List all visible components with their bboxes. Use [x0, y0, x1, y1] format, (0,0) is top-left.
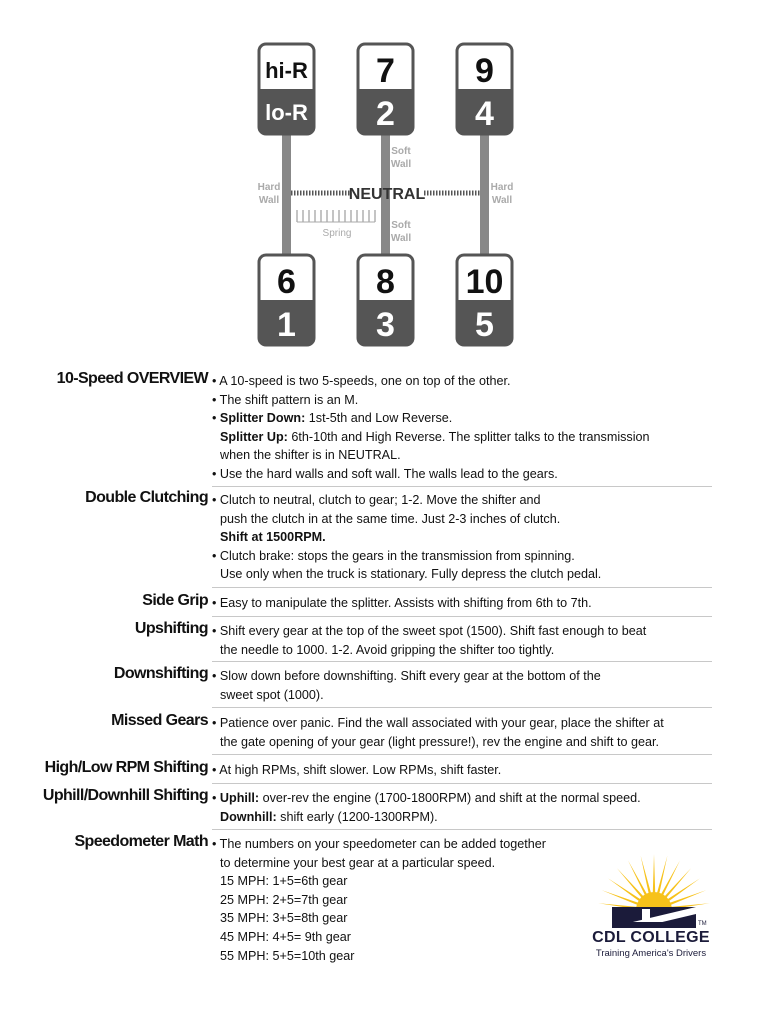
section-line: • The shift pattern is an M.	[212, 392, 359, 407]
section-line: • Clutch to neutral, clutch to gear; 1-2. Move the shifter and	[212, 493, 541, 507]
section-heading: Side Grip	[142, 592, 208, 609]
logo-tagline: Training America's Drivers	[595, 948, 707, 959]
gear-label-lo-r: lo-R	[265, 100, 308, 125]
section-line: • Uphill: over-rev the engine (1700-1800RPM) and shift at the normal speed.	[212, 791, 641, 805]
section-line: sweet spot (1000).	[220, 687, 324, 702]
section-line: • At high RPMs, shift slower. Low RPMs, shift faster.	[212, 763, 502, 777]
section-heading: Downshifting	[113, 665, 208, 682]
gear-label-9: 9	[475, 52, 494, 90]
section-line: Shift at 1500RPM.	[220, 530, 326, 545]
divider	[212, 616, 712, 617]
soft-wall-upper-line2: Wall	[390, 159, 412, 170]
divider	[212, 754, 712, 755]
spring-label: Spring	[322, 228, 352, 239]
section-line: when the shifter is in NEUTRAL.	[220, 448, 401, 463]
gear-label-10: 10	[465, 263, 504, 301]
gear-label-6: 6	[277, 263, 296, 301]
divider	[212, 486, 712, 487]
gear-label-8: 8	[376, 263, 395, 301]
rail-right	[480, 128, 489, 258]
shift-pattern-diagram	[0, 0, 768, 360]
logo-tm: TM	[698, 921, 707, 927]
section-line	[212, 409, 716, 428]
section-line: Downhill: shift early (1200-1300RPM).	[220, 809, 438, 824]
section-body	[212, 372, 716, 484]
section-body	[212, 761, 716, 780]
divider	[212, 829, 712, 830]
gear-box-7-2	[358, 44, 413, 134]
section-line: 15 MPH: 1+5=6th gear	[220, 874, 348, 889]
gear-label-3: 3	[376, 306, 395, 344]
section-line: • Shift every gear at the top of the sweet spot (1500). Shift fast enough to beat	[212, 624, 647, 638]
divider	[212, 783, 712, 784]
soft-wall-lower-line1: Soft	[391, 220, 411, 231]
section-line: the needle to 1000. 1-2. Avoid gripping the shifter too tightly.	[220, 642, 555, 657]
section-heading: High/Low RPM Shifting	[44, 759, 208, 776]
divider	[212, 661, 712, 662]
section-heading: 10-Speed OVERVIEW	[56, 370, 208, 387]
section-line: Splitter Up: 6th-10th and High Reverse. The splitter talks to the transmission	[220, 429, 650, 444]
section-body	[212, 789, 716, 826]
gear-box-9-4	[457, 44, 512, 134]
section-line: • The numbers on your speedometer can be added together	[212, 837, 546, 851]
section-body	[212, 594, 716, 613]
section-line: • Clutch brake: stops the gears in the transmission from spinning.	[212, 548, 575, 563]
soft-wall-lower-line2: Wall	[390, 233, 412, 244]
section-body	[212, 491, 716, 584]
section-line: Use only when the truck is stationary. Fully depress the clutch pedal.	[220, 567, 602, 582]
section-heading: Missed Gears	[111, 712, 208, 729]
gear-box-6-1	[259, 255, 314, 345]
gear-label-7: 7	[376, 52, 395, 90]
hard-wall-right-line1: Hard	[490, 182, 514, 193]
section-line: 35 MPH: 3+5=8th gear	[220, 911, 348, 926]
bullet-text: • Splitter Down: 1st-5th and Low Reverse.	[212, 411, 453, 426]
hard-wall-left-line1: Hard	[257, 182, 281, 193]
spring-icon	[297, 210, 375, 222]
section-heading: Uphill/Downhill Shifting	[42, 787, 208, 804]
section-line: push the clutch in at the same time. Just 2-3 inches of clutch.	[220, 511, 561, 526]
gear-label-hi-r: hi-R	[265, 58, 308, 83]
section-line: 55 MPH: 5+5=10th gear	[220, 948, 355, 963]
neutral-label: NEUTRAL	[348, 186, 426, 203]
logo-name: CDL COLLEGE	[592, 929, 710, 946]
section-body	[212, 667, 716, 704]
section-heading: Double Clutching	[85, 489, 208, 506]
gear-box-reverse	[259, 44, 314, 134]
gear-box-10-5	[457, 255, 512, 345]
section-body	[212, 714, 716, 751]
section-line: to determine your best gear at a particular speed.	[220, 855, 496, 870]
soft-wall-upper-line1: Soft	[391, 146, 411, 157]
hard-wall-right-line2: Wall	[491, 195, 513, 206]
section-line: 25 MPH: 2+5=7th gear	[220, 892, 348, 907]
section-line: • A 10-speed is two 5-speeds, one on top of the other.	[212, 374, 511, 388]
gear-label-1: 1	[277, 306, 296, 344]
section-line: the gate opening of your gear (light pressure!), rev the engine and shift to gear.	[220, 734, 659, 749]
section-heading: Upshifting	[134, 620, 208, 637]
divider	[212, 707, 712, 708]
hard-wall-left-line2: Wall	[258, 195, 280, 206]
gear-label-5: 5	[475, 306, 494, 344]
section-line: • Patience over panic. Find the wall associated with your gear, place the shifter at	[212, 716, 664, 730]
gear-label-2: 2	[376, 95, 395, 133]
divider	[212, 587, 712, 588]
rail-left	[282, 128, 291, 258]
section-line: 45 MPH: 4+5= 9th gear	[220, 929, 351, 944]
section-line: • Easy to manipulate the splitter. Assists with shifting from 6th to 7th.	[212, 596, 592, 610]
section-body	[212, 622, 716, 659]
gear-box-8-3	[358, 255, 413, 345]
section-line: • Slow down before downshifting. Shift every gear at the bottom of the	[212, 669, 601, 683]
gear-label-4: 4	[475, 95, 494, 133]
section-heading: Speedometer Math	[74, 833, 208, 850]
section-line: • Use the hard walls and soft wall. The walls lead to the gears.	[212, 466, 558, 481]
